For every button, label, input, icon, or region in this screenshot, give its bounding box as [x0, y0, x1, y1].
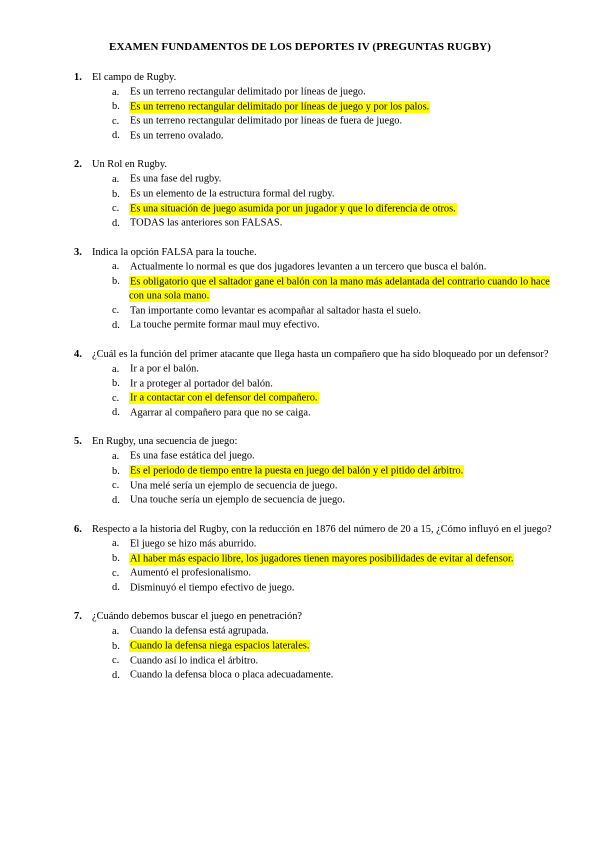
question-1 [74, 71, 554, 144]
option-text-wrap [129, 625, 554, 640]
option-list [74, 363, 554, 421]
option-letter: b. [112, 553, 120, 565]
answer-option [74, 304, 554, 319]
option-letter: b. [112, 188, 120, 200]
option-text: El juego se hizo más aburrido. [130, 538, 257, 550]
option-text-wrap [129, 173, 554, 188]
option-list [74, 173, 554, 231]
answer-option [74, 625, 554, 640]
question-7 [74, 610, 554, 683]
answer-option [74, 654, 554, 669]
option-text-wrap [129, 217, 554, 232]
option-text: Ir a proteger al portador del balón. [130, 378, 273, 390]
question-stem [74, 71, 554, 85]
option-text: Aumentó el profesionalismo. [130, 567, 251, 579]
question-text: ¿Cuál es la función del primer atacante que llega hasta un compañero que ha sido bloqueado por un defensor? [92, 349, 549, 360]
option-text-wrap [129, 669, 554, 684]
option-letter: c. [112, 203, 120, 215]
option-letter: a. [112, 86, 120, 98]
option-text-wrap [129, 363, 554, 378]
question-text: En Rugby, una secuencia de juego: [92, 436, 238, 448]
option-text-wrap [129, 465, 554, 480]
option-text-wrap [129, 552, 554, 567]
highlighted-option-text: Cuando la defensa niega espacios laterales. [130, 640, 310, 652]
option-letter: c. [112, 567, 120, 579]
question-text: Respecto a la historia del Rugby, con la reducción en 1876 del número de 20 a 15, ¿Cómo influyó en el juego? [92, 523, 552, 535]
option-text-wrap [129, 129, 554, 144]
option-text: Cuando la defensa bloca o placa adecuadamente. [130, 669, 334, 681]
answer-option [74, 86, 554, 101]
option-letter: c. [112, 655, 120, 667]
option-letter: b. [112, 378, 120, 390]
option-text-wrap [129, 392, 554, 407]
answer-option [74, 406, 554, 421]
question-stem [74, 523, 554, 537]
answer-option-correct [74, 465, 554, 480]
question-number: 3. [74, 246, 82, 258]
option-letter: b. [112, 276, 120, 288]
highlighted-option-text: Al haber más espacio libre, los jugadores tienen mayores posibilidades de evitar al defensor. [130, 553, 514, 565]
question-list [74, 71, 554, 698]
answer-option-correct [74, 100, 554, 115]
option-text-wrap [129, 494, 554, 509]
question-text: ¿Cuándo debemos buscar el juego en penetración? [92, 611, 303, 623]
answer-option [74, 319, 554, 334]
question-stem [74, 348, 554, 362]
highlighted-option-text: Es obligatorio que el saltador gane el balón con la mano más adelantada del contrario cuando lo hace con una sola mano. [129, 276, 550, 302]
question-number: 5. [74, 436, 82, 448]
option-letter: d. [112, 582, 120, 594]
option-text: Una touche sería un ejemplo de secuencia de juego. [130, 494, 345, 506]
option-text-wrap [129, 479, 554, 494]
option-text: Es un terreno rectangular delimitado por líneas de juego. [130, 86, 366, 98]
option-letter: c. [112, 305, 120, 317]
highlighted-option-text: Es el periodo de tiempo entre la puesta en juego del balón y el pitido del árbitro. [130, 465, 464, 477]
option-letter: c. [112, 115, 120, 127]
highlighted-option-text: Es una situación de juego asumida por un jugador y que lo diferencia de otros. [130, 203, 456, 215]
option-letter: d. [112, 217, 120, 229]
option-letter: a. [112, 625, 120, 637]
option-text: Tan importante como levantar es acompañar al saltador hasta el suelo. [130, 305, 421, 317]
option-letter: a. [112, 450, 120, 462]
option-list [74, 537, 554, 595]
answer-option [74, 450, 554, 465]
answer-option [74, 537, 554, 552]
option-text-wrap [129, 654, 554, 669]
option-letter: a. [112, 363, 120, 375]
option-text-wrap [129, 377, 554, 392]
option-text-wrap [129, 581, 554, 596]
answer-option [74, 188, 554, 203]
answer-option-correct [74, 552, 554, 567]
answer-option [74, 363, 554, 378]
answer-option [74, 494, 554, 509]
option-letter: a. [112, 173, 120, 185]
question-text: Un Rol en Rugby. [92, 159, 167, 171]
option-text-wrap [129, 202, 554, 217]
option-list [74, 260, 554, 333]
question-stem [74, 610, 554, 624]
answer-option-correct [74, 275, 554, 304]
option-letter: a. [112, 538, 120, 550]
option-text: Ir a por el balón. [130, 363, 199, 375]
answer-option-correct [74, 202, 554, 217]
option-text: Es un terreno ovalado. [130, 130, 224, 142]
option-letter: d. [112, 130, 120, 142]
option-letter: d. [112, 407, 120, 419]
question-text: Indica la opción FALSA para la touche. [92, 246, 257, 258]
option-letter: a. [112, 261, 120, 273]
option-text: Cuando la defensa está agrupada. [130, 625, 269, 637]
option-letter: b. [112, 640, 120, 652]
page-title: EXAMEN FUNDAMENTOS DE LOS DEPORTES IV (PREGUNTAS RUGBY) [109, 41, 491, 53]
answer-option [74, 377, 554, 392]
option-text: Es un terreno rectangular delimitado por líneas de fuera de juego. [130, 115, 403, 127]
answer-option [74, 260, 554, 275]
answer-option [74, 173, 554, 188]
option-text-wrap [129, 100, 554, 115]
answer-option [74, 567, 554, 582]
question-number: 1. [74, 72, 82, 83]
option-text-wrap [129, 567, 554, 582]
option-letter: c. [112, 392, 120, 404]
option-letter: d. [112, 669, 120, 681]
question-number: 4. [74, 349, 82, 360]
question-2 [74, 158, 554, 231]
option-letter: b. [112, 465, 120, 477]
question-stem [74, 246, 554, 260]
option-list [74, 86, 554, 144]
option-text: Es un elemento de la estructura formal del rugby. [130, 188, 335, 200]
option-text-wrap [129, 275, 554, 304]
question-number: 2. [74, 159, 82, 171]
option-text: Actualmente lo normal es que dos jugadores levanten a un tercero que busca el balón. [130, 261, 487, 273]
option-text-wrap [129, 115, 554, 130]
answer-option [74, 581, 554, 596]
option-text-wrap [129, 304, 554, 319]
option-text: Es una fase estática del juego. [130, 450, 255, 462]
question-6 [74, 523, 554, 596]
option-text-wrap [129, 86, 554, 101]
answer-option-correct [74, 640, 554, 655]
question-text: El campo de Rugby. [92, 72, 177, 83]
question-number: 6. [74, 523, 82, 535]
option-text-wrap [129, 260, 554, 275]
option-text: La touche permite formar maul muy efectivo. [130, 319, 320, 331]
option-text: TODAS las anteriores son FALSAS. [130, 217, 283, 229]
option-text-wrap [129, 406, 554, 421]
option-letter: d. [112, 494, 120, 506]
option-text-wrap [129, 188, 554, 203]
question-5 [74, 435, 554, 508]
answer-option [74, 217, 554, 232]
question-stem [74, 158, 554, 172]
option-text: Una melé sería un ejemplo de secuencia de juego. [130, 480, 338, 492]
question-4 [74, 348, 554, 421]
option-text-wrap [129, 537, 554, 552]
option-text-wrap [129, 640, 554, 655]
option-text: Agarrar al compañero para que no se caiga. [130, 407, 311, 419]
answer-option [74, 669, 554, 684]
option-list [74, 450, 554, 508]
option-letter: c. [112, 480, 120, 492]
option-letter: b. [112, 101, 120, 113]
answer-option [74, 479, 554, 494]
option-text: Cuando así lo indica el árbitro. [130, 655, 259, 667]
option-text: Disminuyó el tiempo efectivo de juego. [130, 582, 295, 594]
question-stem [74, 435, 554, 449]
answer-option-correct [74, 392, 554, 407]
highlighted-option-text: Es un terreno rectangular delimitado por líneas de juego y por los palos. [130, 101, 430, 113]
option-letter: d. [112, 319, 120, 331]
option-text-wrap [129, 319, 554, 334]
answer-option [74, 115, 554, 130]
answer-option [74, 129, 554, 144]
highlighted-option-text: Ir a contactar con el defensor del compañero. [130, 392, 318, 404]
option-text: Es una fase del rugby. [130, 173, 222, 185]
option-text-wrap [129, 450, 554, 465]
option-list [74, 625, 554, 683]
question-3 [74, 246, 554, 333]
question-number: 7. [74, 611, 82, 623]
